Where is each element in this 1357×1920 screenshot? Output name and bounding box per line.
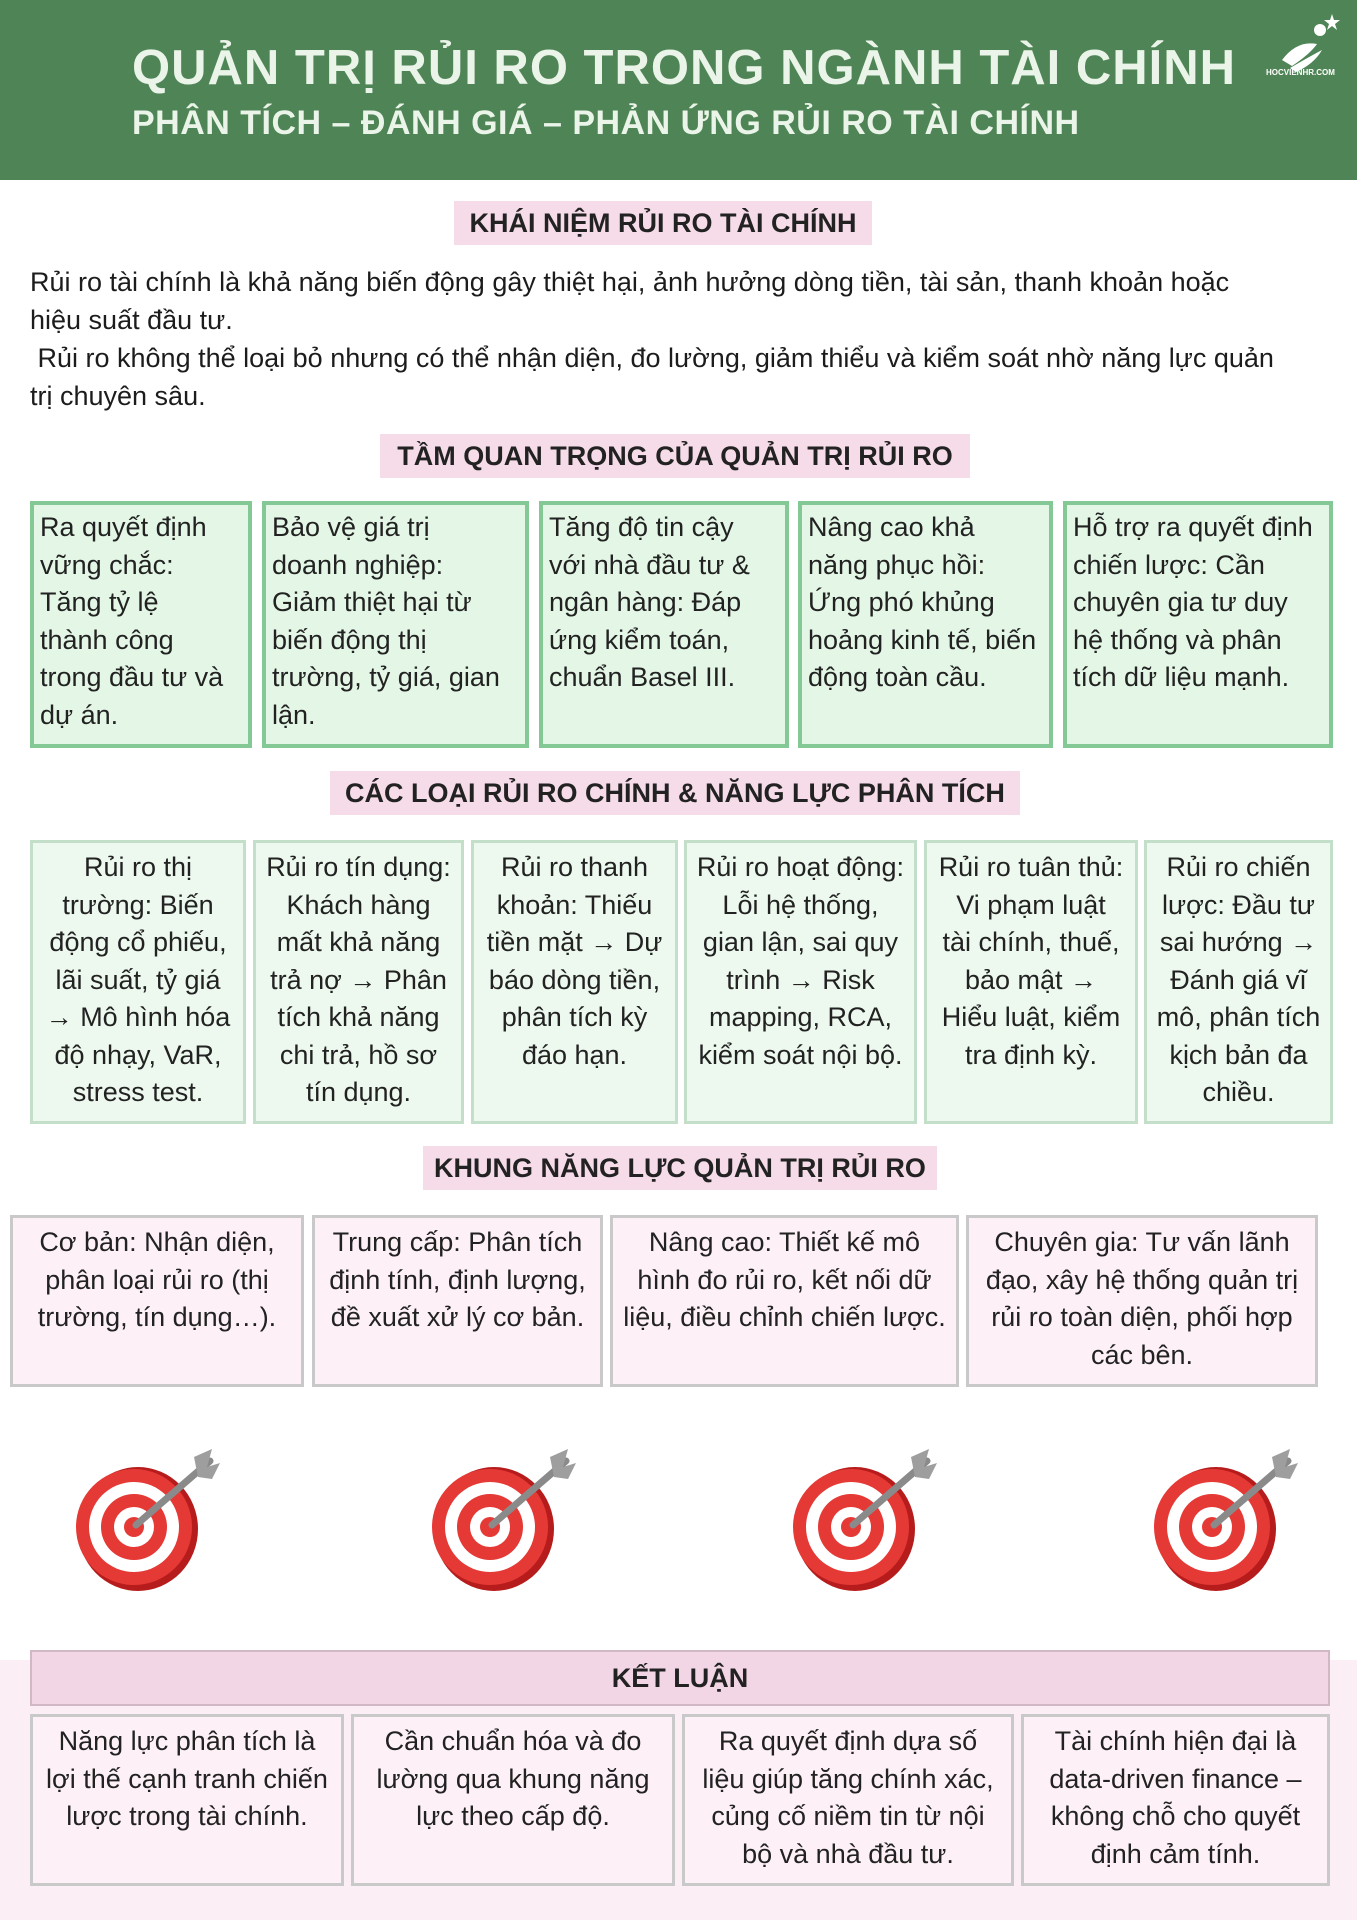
card-line: Tài chính hiện đại là xyxy=(1054,1726,1297,1756)
card-line: Trung cấp: Phân tích xyxy=(332,1227,583,1257)
importance-card xyxy=(1063,501,1333,748)
card-line: đề xuất xử lý cơ bản. xyxy=(330,1302,585,1332)
card-line: lực theo cấp độ. xyxy=(416,1801,610,1831)
card-line: Tăng tỷ lệ xyxy=(40,587,159,617)
card-line: stress test. xyxy=(72,1077,204,1107)
card-line: chi trả, hồ sơ xyxy=(279,1039,438,1070)
card-line: định cảm tính. xyxy=(1090,1838,1261,1869)
card-line: động cổ phiếu, xyxy=(49,927,227,957)
card-line: không chỗ cho quyết xyxy=(1050,1801,1301,1831)
card-line: Lỗi hệ thống, xyxy=(722,889,879,920)
risk-type-card xyxy=(471,840,678,1124)
page-subtitle: PHÂN TÍCH – ĐÁNH GIÁ – PHẢN ỨNG RỦI RO TÀI CHÍNH xyxy=(132,104,1080,142)
section-title-conclusion: KẾT LUẬN xyxy=(30,1650,1330,1706)
risk-type-card xyxy=(30,840,246,1124)
card-line: bảo mật → xyxy=(964,964,1098,995)
card-line: củng cố niềm tin từ nội xyxy=(711,1801,985,1831)
card-line: ứng kiểm toán, xyxy=(549,624,730,655)
card-line: Rủi ro tuân thủ: xyxy=(938,852,1124,882)
importance-card xyxy=(30,501,252,748)
conclusion-card xyxy=(1021,1714,1330,1886)
section-title-risk-types: CÁC LOẠI RỦI RO CHÍNH & NĂNG LỰC PHÂN TÍCH xyxy=(330,771,1020,815)
card-line: lược: Đầu tư xyxy=(1162,889,1315,920)
card-line: Chuyên gia: Tư vấn lãnh xyxy=(994,1227,1290,1257)
card-line: sai hướng → xyxy=(1159,927,1318,957)
card-line: tín dụng. xyxy=(305,1077,412,1107)
framework-card xyxy=(10,1215,304,1387)
card-line: độ nhạy, VaR, xyxy=(54,1039,222,1070)
card-line: chiến lược: Cần xyxy=(1073,549,1265,580)
card-line: data-driven finance – xyxy=(1049,1763,1302,1794)
target-arrow-icon xyxy=(1140,1447,1310,1597)
target-arrow-icon xyxy=(779,1447,949,1597)
card-line: phân loại rủi ro (thị xyxy=(45,1264,269,1295)
card-line: chiều. xyxy=(1202,1077,1275,1107)
card-line: trường, tỷ giá, gian xyxy=(272,662,500,692)
card-line: lược trong tài chính. xyxy=(66,1801,308,1831)
card-line: trường, tín dụng…). xyxy=(37,1302,277,1332)
card-line: hoảng kinh tế, biến xyxy=(808,624,1037,655)
card-line: Đánh giá vĩ xyxy=(1170,964,1307,995)
framework-card xyxy=(966,1215,1318,1387)
card-line: dự án. xyxy=(40,699,119,730)
target-arrow-icon xyxy=(418,1447,588,1597)
risk-type-card xyxy=(684,840,917,1124)
card-line: Rủi ro thị xyxy=(83,852,193,882)
card-line: Nâng cao khả xyxy=(808,512,975,542)
card-line: bộ và nhà đầu tư. xyxy=(742,1838,954,1869)
card-line: mất khả năng xyxy=(276,927,441,957)
card-line: biến động thị xyxy=(272,624,427,655)
header-banner xyxy=(0,0,1357,180)
card-line: đạo, xây hệ thống quản trị xyxy=(985,1264,1299,1295)
card-line: trường: Biến xyxy=(62,889,214,920)
card-line: Hỗ trợ ra quyết định xyxy=(1073,512,1313,542)
card-line: Rủi ro chiến xyxy=(1166,852,1311,882)
card-line: hệ thống và phân xyxy=(1073,624,1282,655)
card-line: kiểm soát nội bộ. xyxy=(698,1039,903,1070)
card-line: Bảo vệ giá trị xyxy=(272,512,430,542)
card-line: chuẩn Basel III. xyxy=(549,662,736,692)
card-line: gian lận, sai quy xyxy=(702,927,899,957)
card-line: doanh nghiệp: xyxy=(272,549,444,580)
card-line: vững chắc: xyxy=(40,549,174,580)
card-line: năng phục hồi: xyxy=(808,549,986,580)
risk-type-card xyxy=(253,840,464,1124)
conclusion-card xyxy=(682,1714,1014,1886)
card-line: các bên. xyxy=(1090,1339,1194,1370)
card-line: thành công xyxy=(40,624,174,655)
card-line: trong đầu tư và xyxy=(40,662,224,692)
card-line: đáo hạn. xyxy=(521,1039,628,1070)
card-line: tích khả năng xyxy=(277,1002,440,1032)
concept-line: Rủi ro tài chính là khả năng biến động gây thiệt hại, ảnh hưởng dòng tiền, tài sản, thanh khoản hoặc xyxy=(30,267,1230,297)
card-line: tích dữ liệu mạnh. xyxy=(1073,662,1290,692)
card-line: định tính, định lượng, xyxy=(329,1264,586,1295)
card-line: Vi phạm luật xyxy=(956,889,1106,920)
card-line: Khách hàng xyxy=(286,889,431,920)
card-line: Hiểu luật, kiểm xyxy=(941,1002,1121,1032)
card-line: liệu, điều chỉnh chiến lược. xyxy=(623,1302,946,1332)
card-line: Ứng phó khủng xyxy=(808,587,995,617)
card-line: Rủi ro tín dụng: xyxy=(266,852,451,882)
card-line: phân tích kỳ xyxy=(501,1002,648,1032)
card-line: Tăng độ tin cậy xyxy=(549,512,734,542)
conclusion-card xyxy=(351,1714,675,1886)
card-line: → Mô hình hóa xyxy=(45,1002,231,1032)
card-line: rủi ro toàn diện, phối hợp xyxy=(991,1302,1293,1332)
card-line: báo dòng tiền, xyxy=(488,964,661,995)
section-title-concept: KHÁI NIỆM RỦI RO TÀI CHÍNH xyxy=(454,201,872,245)
target-arrow-icon xyxy=(62,1447,232,1597)
card-line: Giảm thiệt hại từ xyxy=(272,587,472,617)
card-line: trình → Risk xyxy=(726,964,875,995)
card-line: với nhà đầu tư & xyxy=(549,549,750,580)
importance-card xyxy=(798,501,1053,748)
section-title-importance: TẦM QUAN TRỌNG CỦA QUẢN TRỊ RỦI RO xyxy=(380,434,970,478)
concept-line: hiệu suất đầu tư. xyxy=(30,305,233,335)
card-line: tài chính, thuế, xyxy=(942,927,1120,957)
importance-card xyxy=(262,501,529,748)
card-line: Nâng cao: Thiết kế mô xyxy=(648,1227,921,1257)
card-line: Ra quyết định xyxy=(40,512,207,542)
card-line: Cần chuẩn hóa và đo xyxy=(384,1726,642,1756)
risk-type-card xyxy=(1144,840,1333,1124)
card-line: mô, phân tích xyxy=(1156,1002,1321,1032)
card-line: mapping, RCA, xyxy=(708,1002,893,1032)
framework-card xyxy=(312,1215,603,1387)
logo-text: HOCVIENHR.COM xyxy=(1266,68,1335,77)
page-title: QUẢN TRỊ RỦI RO TRONG NGÀNH TÀI CHÍNH xyxy=(132,41,1237,95)
concept-line: Rủi ro không thể loại bỏ nhưng có thể nhận diện, đo lường, giảm thiểu và kiểm soát nhờ năng lực quản xyxy=(30,343,1274,373)
card-line: lãi suất, tỷ giá xyxy=(55,964,221,995)
framework-card xyxy=(610,1215,959,1387)
card-line: liệu giúp tăng chính xác, xyxy=(702,1763,994,1794)
card-line: động toàn cầu. xyxy=(808,662,987,692)
importance-card xyxy=(539,501,789,748)
concept-line: trị chuyên sâu. xyxy=(30,381,206,411)
card-line: ngân hàng: Đáp xyxy=(549,587,742,617)
conclusion-card xyxy=(30,1714,344,1886)
card-line: kịch bản đa xyxy=(1169,1039,1308,1070)
card-line: lận. xyxy=(272,699,316,730)
card-line: Rủi ro hoạt động: xyxy=(696,852,905,882)
card-line: Rủi ro thanh xyxy=(500,852,649,882)
section-title-framework: KHUNG NĂNG LỰC QUẢN TRỊ RỦI RO xyxy=(423,1146,937,1190)
risk-type-card xyxy=(924,840,1138,1124)
card-line: hình đo rủi ro, kết nối dữ xyxy=(637,1264,932,1295)
card-line: Cơ bản: Nhận diện, xyxy=(39,1227,275,1257)
card-line: chuyên gia tư duy xyxy=(1073,587,1288,617)
concept-paragraph xyxy=(30,263,1335,415)
card-line: trả nợ → Phân xyxy=(270,964,447,995)
card-line: tiền mặt → Dự xyxy=(486,927,663,957)
card-line: Ra quyết định dựa số xyxy=(718,1726,978,1756)
card-line: khoản: Thiếu xyxy=(496,889,653,920)
card-line: lường qua khung năng xyxy=(376,1763,650,1794)
card-line: Năng lực phân tích là xyxy=(58,1726,316,1756)
card-line: lợi thế cạnh tranh chiến xyxy=(46,1763,328,1794)
card-line: tra định kỳ. xyxy=(964,1039,1098,1070)
